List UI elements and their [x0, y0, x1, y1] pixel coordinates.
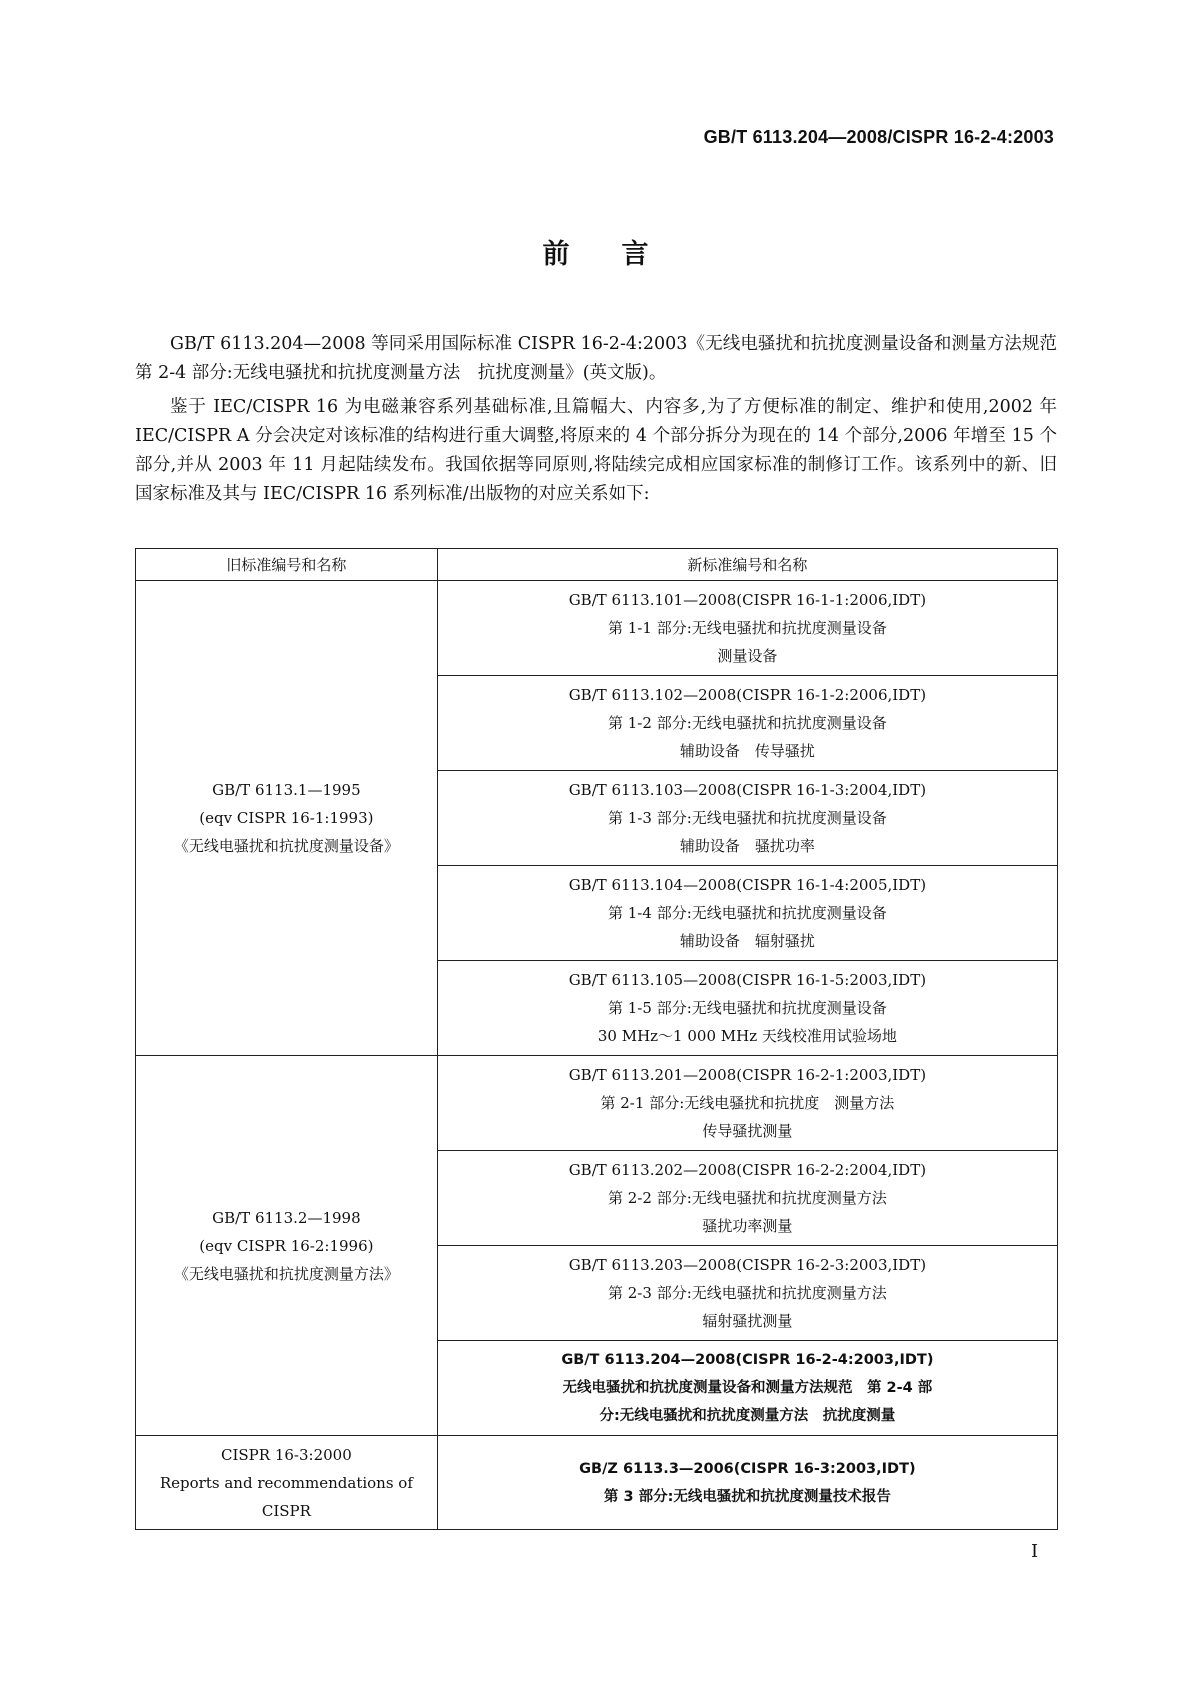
new-standard-title: 辅助设备 辐射骚扰 — [679, 932, 815, 950]
new-standard-number: GB/T 6113.203—2008(CISPR 16-2-3:2003,IDT) — [568, 1256, 927, 1274]
new-standard-title: 辅助设备 传导骚扰 — [679, 742, 815, 760]
paragraph-adoption: GB/T 6113.204—2008 等同采用国际标准 CISPR 16-2-4:2003《无线电骚扰和抗扰度测量设备和测量方法规范 第 2-4 部分:无线电骚扰和抗扰度测量方法 抗扰度测量》(英文版)。 — [135, 334, 1075, 383]
new-standard-title: 骚扰功率测量 — [702, 1217, 793, 1235]
foreword-body — [135, 330, 1075, 509]
new-standard-title: 辅助设备 骚扰功率 — [679, 837, 815, 855]
column-header-new: 新标准编号和名称 — [437, 549, 1057, 581]
old-standard-title: 《无线电骚扰和抗扰度测量设备》 — [173, 837, 399, 855]
new-standard-cell — [437, 771, 1057, 866]
new-standard-number: GB/T 6113.202—2008(CISPR 16-2-2:2004,IDT) — [568, 1161, 927, 1179]
new-standard-cell — [437, 1436, 1057, 1530]
table-row — [136, 1436, 1058, 1530]
new-standard-cell — [437, 961, 1057, 1056]
new-standard-part: 第 1-4 部分:无线电骚扰和抗扰度测量设备 — [608, 904, 887, 922]
table-row — [136, 1056, 1058, 1151]
new-standard-part: 第 3 部分:无线电骚扰和抗扰度测量技术报告 — [603, 1488, 891, 1505]
new-standard-number: GB/T 6113.103—2008(CISPR 16-1-3:2004,IDT) — [568, 781, 927, 799]
new-standard-number: GB/T 6113.102—2008(CISPR 16-1-2:2006,IDT) — [568, 686, 927, 704]
old-standard-title: 《无线电骚扰和抗扰度测量方法》 — [173, 1264, 399, 1283]
old-standard-number: GB/T 6113.2—1998 — [212, 1208, 361, 1227]
new-standard-number: GB/T 6113.204—2008(CISPR 16-2-4:2003,IDT) — [561, 1352, 934, 1368]
paragraph-background: 鉴于 IEC/CISPR 16 为电磁兼容系列基础标准,且篇幅大、内容多,为了方便标准的制定、维护和使用,2002 年 IEC/CISPR A 分会决定对该标准的结构进行重大调整,将原来的 4 个部分拆分为现在的 14 个部分,2006 年增至 15 个部分,并从 2003 年 11 月起陆续发布。我国依据等同原则,将陆续完成相应国家标准的制修订工作。该系列中的新、旧国家标准及其与 IEC/CISPR 16 系列标准/出版物的对应关系如下: — [135, 397, 1057, 504]
new-standard-part: 第 2-2 部分:无线电骚扰和抗扰度测量方法 — [608, 1189, 887, 1207]
new-standard-number: GB/T 6113.104—2008(CISPR 16-1-4:2005,IDT) — [568, 876, 927, 894]
new-standard-number: GB/Z 6113.3—2006(CISPR 16-3:2003,IDT) — [579, 1460, 916, 1477]
new-standard-number: GB/T 6113.105—2008(CISPR 16-1-5:2003,IDT) — [568, 971, 927, 989]
old-standard-number: GB/T 6113.1—1995 — [212, 781, 361, 799]
old-standard-cell — [136, 581, 438, 1056]
old-standard-number: CISPR 16-3:2000 — [221, 1445, 352, 1464]
old-standard-title-continued: CISPR — [261, 1501, 311, 1520]
table-header-row — [136, 549, 1058, 581]
table-row — [136, 581, 1058, 676]
page-title: 前言 — [542, 239, 701, 270]
new-standard-cell — [437, 581, 1057, 676]
new-standard-part: 第 2-3 部分:无线电骚扰和抗扰度测量方法 — [608, 1284, 887, 1302]
new-standard-number: GB/T 6113.101—2008(CISPR 16-1-1:2006,IDT) — [568, 591, 927, 609]
new-standard-part: 第 1-5 部分:无线电骚扰和抗扰度测量设备 — [608, 999, 887, 1017]
old-standard-equivalence: (eqv CISPR 16-1:1993) — [199, 809, 374, 827]
column-header-old: 旧标准编号和名称 — [136, 549, 438, 581]
old-standard-cell — [136, 1056, 438, 1436]
old-standard-title: Reports and recommendations of — [159, 1473, 413, 1492]
new-standard-title: 分:无线电骚扰和抗扰度测量方法 抗扰度测量 — [599, 1408, 896, 1424]
new-standard-part: 第 1-1 部分:无线电骚扰和抗扰度测量设备 — [608, 619, 887, 637]
new-standard-part: 第 1-3 部分:无线电骚扰和抗扰度测量设备 — [608, 809, 887, 827]
new-standard-cell — [437, 866, 1057, 961]
current-standard-cell — [437, 1341, 1057, 1436]
old-standard-equivalence: (eqv CISPR 16-2:1996) — [199, 1236, 374, 1255]
new-standard-part: 第 2-1 部分:无线电骚扰和抗扰度 测量方法 — [600, 1094, 895, 1112]
new-standard-cell — [437, 1151, 1057, 1246]
new-standard-part: 无线电骚扰和抗扰度测量设备和测量方法规范 第 2-4 部 — [562, 1380, 933, 1396]
new-standard-title: 传导骚扰测量 — [702, 1122, 793, 1140]
new-standard-part: 第 1-2 部分:无线电骚扰和抗扰度测量设备 — [608, 714, 887, 732]
new-standard-title: 30 MHz～1 000 MHz 天线校准用试验场地 — [597, 1027, 897, 1045]
new-standard-title: 辐射骚扰测量 — [702, 1312, 793, 1330]
new-standard-cell — [437, 1056, 1057, 1151]
old-standard-cell — [136, 1436, 438, 1530]
document-code-header: GB/T 6113.204—2008/CISPR 16-2-4:2003 — [703, 127, 1054, 147]
page-number: I — [1031, 1541, 1039, 1562]
new-standard-cell — [437, 1246, 1057, 1341]
new-standard-title: 测量设备 — [717, 647, 778, 665]
new-standard-number: GB/T 6113.201—2008(CISPR 16-2-1:2003,IDT) — [568, 1066, 927, 1084]
standards-correspondence-table — [135, 548, 1058, 1530]
new-standard-cell — [437, 676, 1057, 771]
